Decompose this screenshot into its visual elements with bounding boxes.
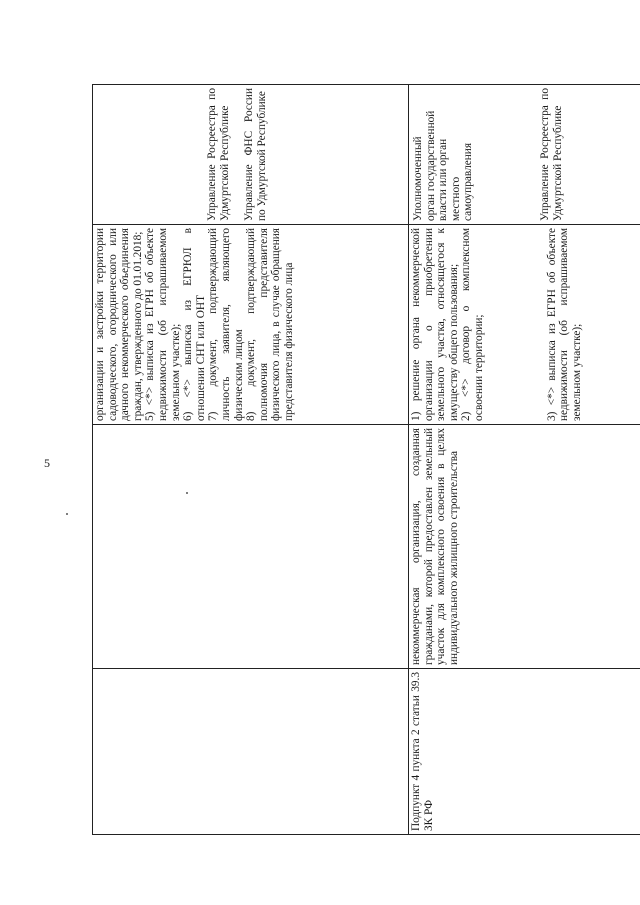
page-number: 5 xyxy=(44,456,50,470)
rotated-table-container xyxy=(92,85,640,835)
document-item: 7) документ, подтверждающий личность заявителя, являющего физическим лицом xyxy=(207,228,245,421)
table-row xyxy=(409,85,640,835)
applicant-cell: некоммерческая организация, созданная гражданами, которой предоставлен земельный участок для комплексного освоения в целях индивидуального жилищного строительства xyxy=(409,425,640,669)
documents-cell xyxy=(409,225,640,425)
document-item: 1) решение органа некоммерческой организации о приобретении земельного участка, относящегося к имуществу общего пользования; xyxy=(410,228,460,421)
table-row xyxy=(93,85,409,835)
documents-cell xyxy=(93,225,409,425)
issuer-cell xyxy=(93,85,409,225)
applicant-cell xyxy=(93,425,409,669)
issuer-item: Управление Росреестра по Удмуртской Республике xyxy=(538,88,564,221)
issuer-item: Уполномоченный орган государственной власти или орган местного самоуправления xyxy=(412,110,475,221)
document-item: 2) <*> договор о комплексном освоении территории; xyxy=(460,228,485,421)
document-item: 8) документ, подтверждающий полномочия представителя физического лица, в случае обращения представителя физического лица xyxy=(245,228,295,421)
document-item: организации и застройки территории садоводческого, огороднического или дачного некоммерческого объединения граждан, утвержденного до 01.01.2018; xyxy=(94,228,144,421)
basis-cell: Подпункт 4 пункта 2 статьи 39.3 ЗК РФ xyxy=(409,669,640,835)
scan-speck xyxy=(66,513,68,515)
requirements-table xyxy=(92,84,640,835)
issuer-item: Управление ФНС России по Удмуртской Республике xyxy=(243,88,268,221)
basis-cell xyxy=(93,669,409,835)
document-item: 5) <*> выписка из ЕГРН об объекте недвижимости (об испрашиваемом земельном участке); xyxy=(144,228,182,421)
issuer-cell xyxy=(409,85,640,225)
document-item: 6) <*> выписка из ЕГРЮЛ в отношении СНТ или ОНТ xyxy=(182,228,207,421)
document-item: 3) <*> выписка из ЕГРН об объекте недвижимости (об испрашиваемом земельном участке); xyxy=(545,228,583,421)
issuer-item: Управление Росреестра по Удмуртской Республике xyxy=(206,88,231,221)
